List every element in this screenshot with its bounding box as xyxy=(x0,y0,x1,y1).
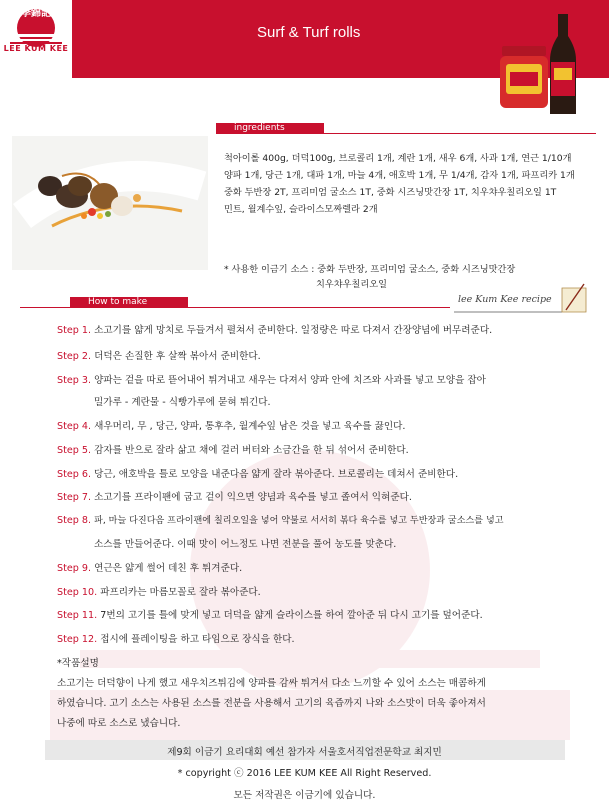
step-item xyxy=(57,584,261,598)
step-text: 파, 마늘 다진다음 프라이팬에 칠리오일을 넣어 약불로 서서히 볶다 육수를 넣고 두반장과 굴소스를 넣고 xyxy=(94,516,504,526)
step-text: 파프리카는 마름모꼴로 잘라 볶아준다. xyxy=(100,587,261,598)
step-item xyxy=(57,560,242,574)
logo-english-text: LEE KUM KEE xyxy=(3,44,69,53)
recipe-signature: lee Kum Kee recipe xyxy=(458,294,552,305)
logo-chinese-text: 李錦記 xyxy=(21,8,51,19)
step-item xyxy=(57,513,504,526)
step-text: 새우머리, 무 , 당근, 양파, 통후추, 월계수잎 남은 것을 넣고 육수를 끓인다. xyxy=(94,421,406,432)
step-text: 7번의 고기를 틀에 맞게 넣고 더덕을 얇게 슬라이스를 하여 깔아준 뒤 다시 고기를 덮어준다. xyxy=(100,610,483,621)
step-text: 연근은 얇게 썰어 데친 후 튀겨준다. xyxy=(94,563,243,574)
description-heading: *작품설명 xyxy=(57,658,99,669)
contest-entrant-text: 제9회 이금기 요리대회 예선 참가자 서울호서직업전문학교 최지민 xyxy=(167,747,442,758)
ingredients-list xyxy=(224,150,594,218)
step-number: Step 6. xyxy=(57,469,92,480)
step-continuation: 밀가루 - 계란물 - 식빵가루에 묻혀 튀긴다. xyxy=(94,397,271,408)
sauce-products-icon xyxy=(494,2,606,118)
sauces-used-line: 치우챠우칠리오일 xyxy=(316,279,388,290)
step-item xyxy=(57,372,486,386)
step-item xyxy=(57,348,261,362)
description-line: 하였습니다. 고기 소스는 사용된 소스를 전분을 사용해서 고기의 육즙까지 나와 소스맛이 더욱 좋아져서 xyxy=(57,698,486,709)
page-header xyxy=(0,0,609,122)
dish-description xyxy=(57,654,486,734)
step-text: 더덕은 손질한 후 살짝 볶아서 준비한다. xyxy=(94,351,261,362)
step-number: Step 4. xyxy=(57,421,92,432)
ingredients-line: 척아이롤 400g, 더덕100g, 브로콜리 1개, 계란 1개, 새우 6개, 사과 1개, 연근 1/10개 xyxy=(224,153,572,164)
ingredients-tag-label: ingredients xyxy=(234,123,285,133)
step-text: 소고기를 얇게 망치로 두들겨서 펼쳐서 준비한다. 일정량은 따로 다져서 간장양념에 버무려준다. xyxy=(94,325,493,336)
description-line: 소고기는 더덕향이 나게 했고 새우치즈튀김에 양파를 감싸 튀겨서 다소 느끼할 수 있어 소스는 매콤하게 xyxy=(57,678,486,689)
description-line: 나중에 따로 소스로 냈습니다. xyxy=(57,718,181,729)
step-number: Step 2. xyxy=(57,351,92,362)
step-item xyxy=(57,489,412,503)
step-continuation: 소스를 만들어준다. 이때 맛이 어느정도 나면 전분을 풀어 농도를 맞춘다. xyxy=(94,539,397,550)
step-number: Step 3. xyxy=(57,375,92,386)
step-number: Step 10. xyxy=(57,587,98,598)
step-text: 소고기를 프라이팬에 굽고 겉이 익으면 양념과 육수를 넣고 졸여서 익혀준다. xyxy=(94,492,412,503)
step-item xyxy=(57,442,409,456)
dish-photo xyxy=(12,136,208,270)
sauces-used-line: * 사용한 이금기 소스 : 중화 두반장, 프리미엄 굴소스, 중화 시즈닝맛간장 xyxy=(224,264,516,275)
step-item xyxy=(57,322,492,336)
ingredients-line: 중화 두반장 2T, 프리미엄 굴소스 1T, 중화 시즈닝맛간장 1T, 치우챠우칠리오일 1T xyxy=(224,187,557,198)
ingredients-line: 민트, 월계수잎, 슬라이스모짜렐라 2개 xyxy=(224,204,378,215)
step-number: Step 1. xyxy=(57,325,92,336)
how-to-make-divider xyxy=(20,307,450,308)
step-number: Step 11. xyxy=(57,610,98,621)
step-number: Step 8. xyxy=(57,515,92,526)
recipe-title: Surf & Turf rolls xyxy=(257,24,361,41)
step-item xyxy=(57,466,458,480)
rights-text: 모든 저작권은 이금기에 있습니다. xyxy=(233,790,376,801)
step-number: Step 7. xyxy=(57,492,92,503)
step-text: 감자를 반으로 잘라 삶고 채에 걸러 버터와 소금간을 한 뒤 섞어서 준비한다. xyxy=(94,445,409,456)
step-text: 양파는 겉을 따로 뜯어내어 튀겨내고 새우는 다져서 양파 안에 치즈와 사과를 넣고 모양을 잡아 xyxy=(94,375,486,386)
step-text: 접시에 플레이팅을 하고 타임으로 장식을 한다. xyxy=(100,634,295,645)
step-item xyxy=(57,607,483,621)
step-number: Step 12. xyxy=(57,634,98,645)
ingredients-divider xyxy=(216,133,596,134)
copyright-text: * copyright ⓒ 2016 LEE KUM KEE All Right Reserved. xyxy=(177,768,432,779)
step-text: 당근, 애호박을 틀로 모양을 내준다음 얇게 잘라 볶아준다. 브로콜리는 데쳐서 준비한다. xyxy=(94,469,459,480)
step-item xyxy=(57,418,405,432)
how-to-make-tag-label: How to make xyxy=(88,297,148,307)
ingredients-line: 양파 1개, 당근 1개, 대파 1개, 마늘 4개, 애호박 1개, 무 1/4개, 감자 1개, 파프리카 1개 xyxy=(224,170,575,181)
step-number: Step 9. xyxy=(57,563,92,574)
step-number: Step 5. xyxy=(57,445,92,456)
step-item xyxy=(57,631,295,645)
logo-area xyxy=(0,0,72,122)
